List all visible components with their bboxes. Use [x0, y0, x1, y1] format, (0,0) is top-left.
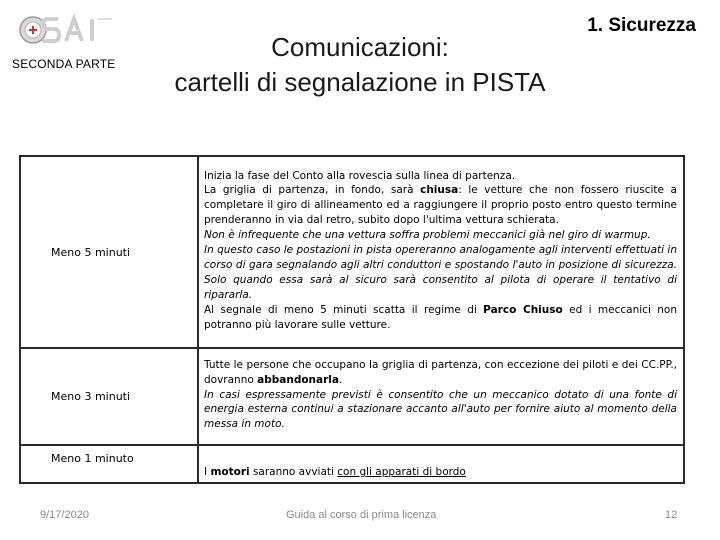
- row-label-3-min: Meno 3 minuti: [20, 348, 198, 445]
- page-title: [140, 30, 580, 100]
- bold-term: motori: [210, 466, 250, 479]
- page-title-line2: cartelli di segnalazione in PISTA: [174, 67, 546, 97]
- bold-term: Parco Chiuso: [483, 303, 563, 316]
- paragraph: In questo caso le postazioni in pista opereranno analogamente agli interventi effettuati in corso di gara segnalando agli altri conduttori e spostando l'auto in posizione di sicurezza. Solo quando essa sarà al sicuro sarà consentito al pilota di operare il tentativo di ripararla.: [204, 244, 677, 301]
- paragraph: In casi espressamente previsti è consentito che un meccanico dotato di una fonte di energia esterna continui a stazionare accanto all'auto per fornire aiuto al momento della messa in moto.: [204, 388, 677, 431]
- logo-letter-a: [66, 19, 82, 41]
- table-row: [20, 156, 684, 348]
- page-number: 12: [665, 509, 678, 521]
- signals-table: [19, 155, 685, 484]
- underlined-text: con gli apparati di bordo: [337, 466, 466, 479]
- row-label-1-min: Meno 1 minuto: [20, 445, 198, 483]
- paragraph: Inizia la fase del Conto alla rovescia sulla linea di partenza.: [204, 169, 516, 182]
- csai-logo: [18, 10, 116, 50]
- footer-date: 9/17/2020: [40, 509, 89, 521]
- paragraph: I motori saranno avviati con gli apparati di bordo: [204, 466, 466, 479]
- bold-term: chiusa: [420, 184, 459, 197]
- section-label: SECONDA PARTE: [12, 57, 116, 71]
- paragraph: Tutte le persone che occupano la griglia di partenza, con eccezione dei piloti e dei CC.PP., dovranno abbandonarla.: [204, 358, 677, 386]
- page-title-line1: Comunicazioni:: [271, 32, 449, 62]
- section-title: 1. Sicurezza: [587, 15, 696, 36]
- table-row: [20, 445, 684, 483]
- footer-title: Guida al corso di prima licenza: [286, 509, 437, 521]
- row-label-5-min: Meno 5 minuti: [20, 156, 198, 348]
- table-row: [20, 348, 684, 445]
- logo-letter-s: [42, 19, 59, 41]
- bold-term: abbandonarla: [257, 373, 339, 386]
- row-text-1-min: [198, 445, 684, 483]
- paragraph: La griglia di partenza, in fondo, sarà chiusa: le vetture che non fossero riuscite a completare il giro di allineamento ed a raggiungere il proprio posto entro questo termine prenderanno in via dal retro, subito dopo l'ultima vettura schierata.: [204, 184, 677, 227]
- row-text-5-min: [198, 156, 684, 348]
- paragraph: Non è infrequente che una vettura soffra problemi meccanici già nel giro di warmup.: [204, 229, 651, 242]
- row-text-3-min: [198, 348, 684, 445]
- paragraph: Al segnale di meno 5 minuti scatta il regime di Parco Chiuso ed i meccanici non potranno più lavorare sulle vetture.: [204, 303, 677, 331]
